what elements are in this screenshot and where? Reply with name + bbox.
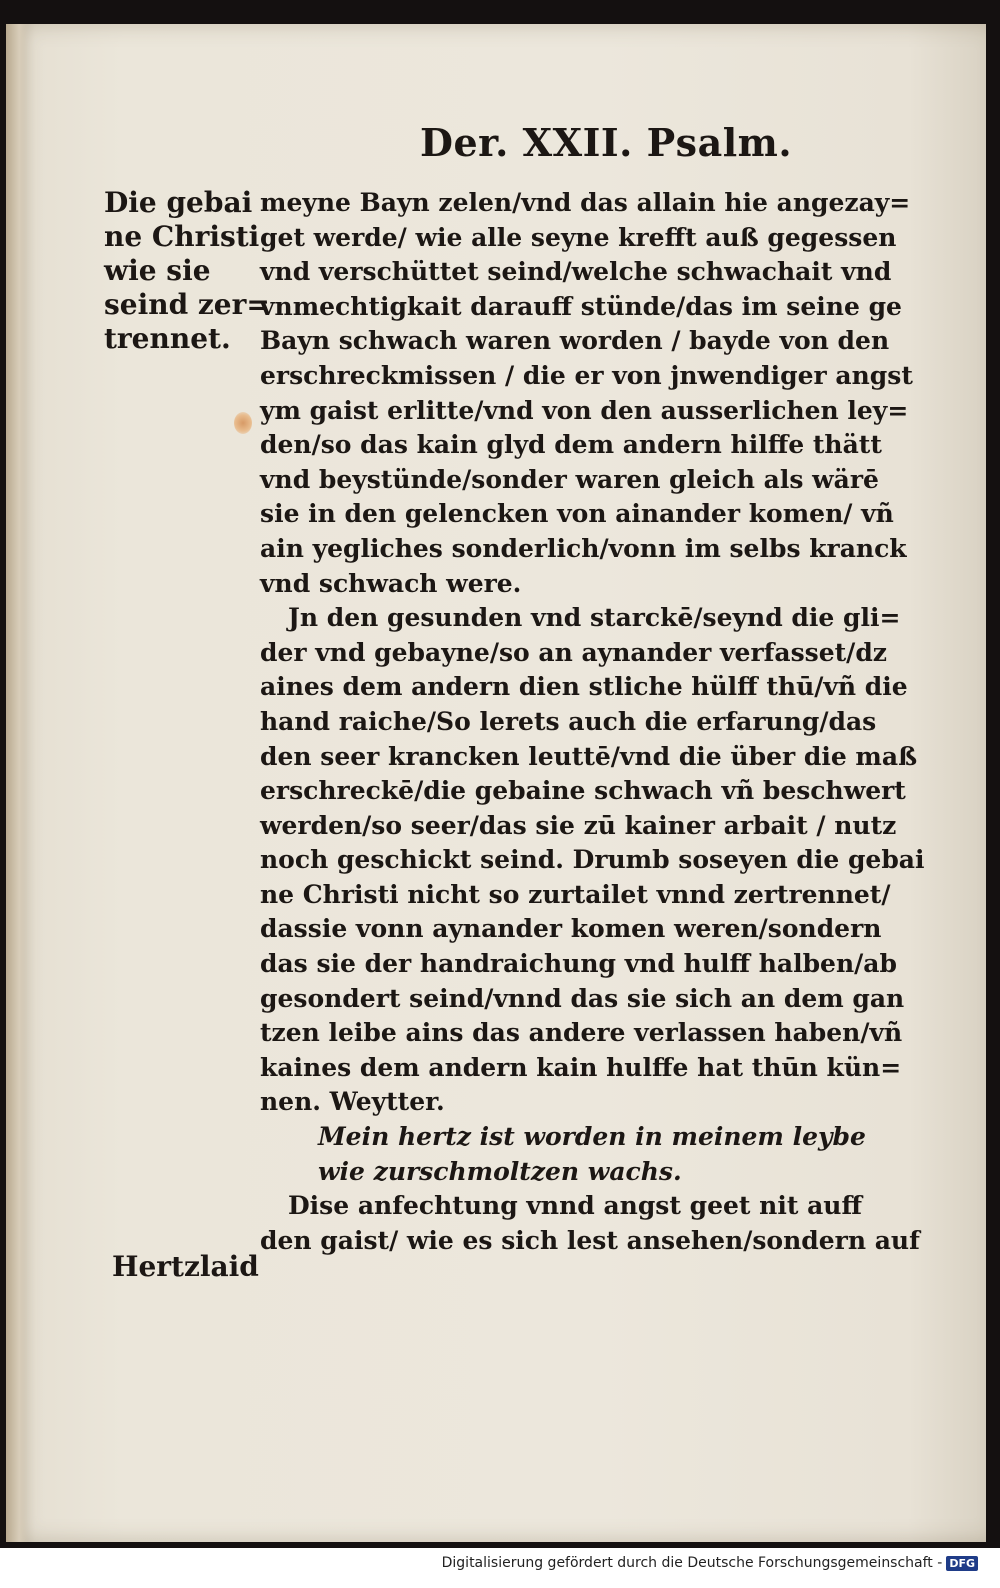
- margin-note-bottom: Hertzlaid: [112, 1250, 259, 1283]
- verse-line: Mein hertz ist worden in meinem leybe: [318, 1122, 866, 1152]
- text-line: den gaist/ wie es sich lest ansehen/sondern auf: [260, 1225, 920, 1255]
- verse-line: wie zurschmoltzen wachs.: [318, 1156, 682, 1186]
- text-line: tzen leibe ains das andere verlassen haben/vñ: [260, 1018, 903, 1048]
- margin-note-line: trennet.: [104, 322, 231, 355]
- page-spine-shadow: [6, 24, 28, 1542]
- text-line: sie in den gelencken von ainander komen/ vñ: [260, 499, 894, 529]
- text-line: ym gaist erlitte/vnd von den ausserlichen ley=: [260, 395, 909, 425]
- text-line: vnmechtigkait darauff stünde/das im seine ge: [260, 291, 902, 321]
- text-line: noch geschickt seind. Drumb soseyen die gebai: [260, 845, 925, 875]
- dfg-logo: DFG: [946, 1556, 978, 1571]
- text-line: ain yegliches sonderlich/vonn im selbs kranck: [260, 533, 907, 563]
- text-line: werden/so seer/das sie zū kainer arbait / nutz: [260, 810, 897, 840]
- body-text: [260, 186, 925, 1258]
- text-line: erschreckmissen / die er von jnwendiger angst: [260, 360, 913, 390]
- text-line: hand raiche/So lerets auch die erfarung/das: [260, 706, 877, 736]
- text-line: get werde/ wie alle seyne krefft auß gegessen: [260, 222, 897, 252]
- text-line: aines dem andern dien stliche hülff thū/vñ die: [260, 672, 908, 702]
- margin-note-line: ne Christi: [104, 220, 260, 253]
- margin-note-line: Die gebai: [104, 186, 253, 219]
- text-line: erschreckē/die gebaine schwach vñ beschwert: [260, 776, 906, 806]
- margin-note-line: wie sie: [104, 254, 211, 287]
- text-line: Bayn schwach waren worden / bayde von den: [260, 326, 890, 356]
- text-line: nen. Weytter.: [260, 1087, 445, 1117]
- text-line: Dise anfechtung vnnd angst geet nit auff: [288, 1191, 862, 1221]
- text-line: vnd beystünde/sonder waren gleich als wärē: [260, 464, 879, 494]
- text-line: dassie vonn aynander komen weren/sondern: [260, 914, 882, 944]
- text-line: gesondert seind/vnnd das sie sich an dem gan: [260, 983, 905, 1013]
- margin-note: [104, 186, 270, 356]
- text-line: den seer krancken leuttē/vnd die über die maß: [260, 741, 918, 771]
- text-line: der vnd gebayne/so an aynander verfasset/dz: [260, 637, 887, 667]
- paper-stain: [234, 412, 252, 434]
- text-line: kaines dem andern kain hulffe hat thūn kün=: [260, 1052, 902, 1082]
- text-line: ne Christi nicht so zurtailet vnnd zertrennet/: [260, 879, 891, 909]
- digitization-footer: [442, 1555, 978, 1571]
- text-line: das sie der handraichung vnd hulff halben/ab: [260, 949, 897, 979]
- text-line: vnd schwach were.: [260, 568, 522, 598]
- margin-note-line: seind zer=: [104, 288, 270, 321]
- footer-credit: Digitalisierung gefördert durch die Deutsche Forschungsgemeinschaft -: [441, 1555, 943, 1571]
- text-line: den/so das kain glyd dem andern hilffe thätt: [260, 430, 882, 460]
- text-line: Jn den gesunden vnd starckē/seynd die gli=: [288, 603, 901, 633]
- text-line: vnd verschüttet seind/welche schwachait vnd: [260, 257, 892, 287]
- text-line: meyne Bayn zelen/vnd das allain hie angezay=: [260, 188, 911, 217]
- running-head: Der. XXII. Psalm.: [420, 120, 793, 165]
